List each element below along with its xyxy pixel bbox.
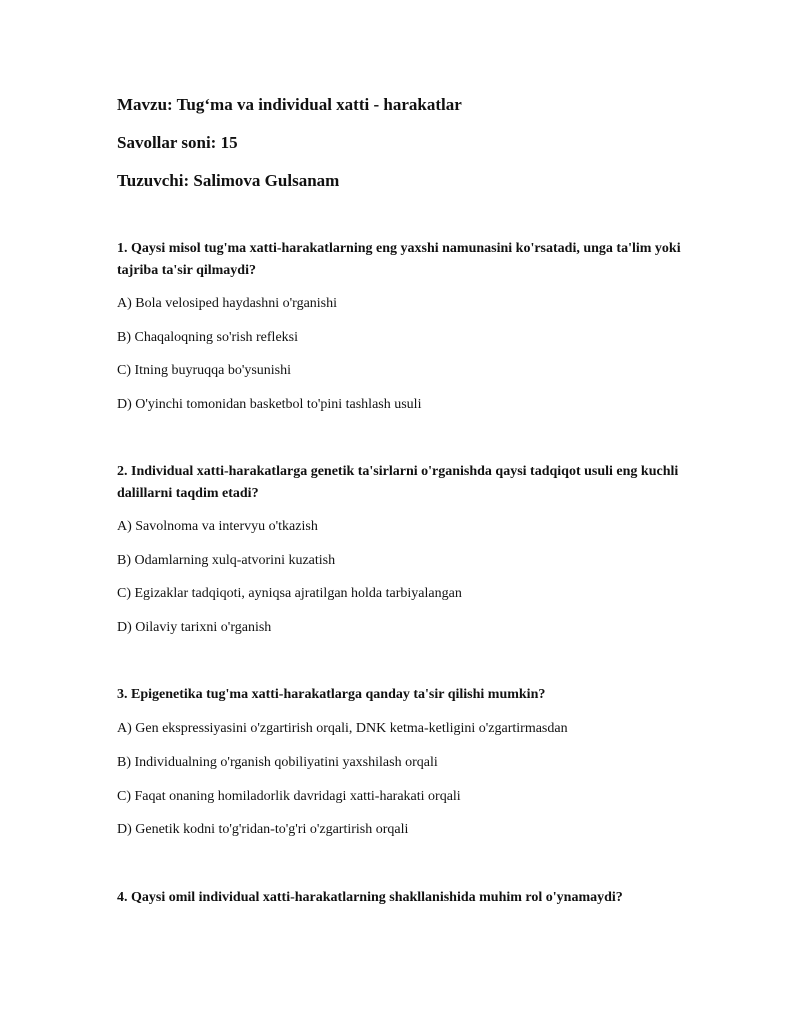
- question-text: 1. Qaysi misol tug'ma xatti-harakatlarning eng yaxshi namunasini ko'rsatadi, unga ta'lim yoki tajriba ta'sir qilmaydi?: [117, 241, 681, 278]
- answer-option: C) Faqat onaning homiladorlik davridagi xatti-harakati orqali: [117, 789, 461, 804]
- question-1: [117, 238, 687, 282]
- answer-option: A) Gen ekspressiyasini o'zgartirish orqali, DNK ketma-ketligini o'zgartirmasdan: [117, 721, 568, 736]
- answer-option: B) Individualning o'rganish qobiliyatini yaxshilash orqali: [117, 755, 438, 770]
- question-text: 4. Qaysi omil individual xatti-harakatlarning shakllanishida muhim rol o'ynamaydi?: [117, 890, 623, 905]
- question-text: 2. Individual xatti-harakatlarga genetik ta'sirlarni o'rganishda qaysi tadqiqot usuli eng kuchli dalillarni taqdim etadi?: [117, 464, 679, 501]
- topic-heading: Mavzu: Tug‘ma va individual xatti - harakatlar: [117, 95, 462, 114]
- answer-option: C) Itning buyruqqa bo'ysunishi: [117, 363, 292, 378]
- answer-option: A) Savolnoma va intervyu o'tkazish: [117, 519, 318, 534]
- question-2: [117, 461, 687, 505]
- answer-option: D) Genetik kodni to'g'ridan-to'g'ri o'zgartirish orqali: [117, 822, 409, 837]
- question-3: [117, 684, 687, 706]
- answer-option: D) O'yinchi tomonidan basketbol to'pini tashlash usuli: [117, 397, 422, 412]
- answer-option: C) Egizaklar tadqiqoti, ayniqsa ajratilgan holda tarbiyalangan: [117, 586, 462, 601]
- question-4: [117, 887, 687, 909]
- question-text: 3. Epigenetika tug'ma xatti-harakatlarga qanday ta'sir qilishi mumkin?: [117, 687, 546, 702]
- answer-option: B) Chaqaloqning so'rish refleksi: [117, 330, 298, 345]
- answer-option: B) Odamlarning xulq-atvorini kuzatish: [117, 553, 336, 568]
- answer-option: D) Oilaviy tarixni o'rganish: [117, 620, 272, 635]
- question-count: Savollar soni: 15: [117, 133, 238, 152]
- author-line: Tuzuvchi: Salimova Gulsanam: [117, 171, 340, 190]
- answer-option: A) Bola velosiped haydashni o'rganishi: [117, 296, 338, 311]
